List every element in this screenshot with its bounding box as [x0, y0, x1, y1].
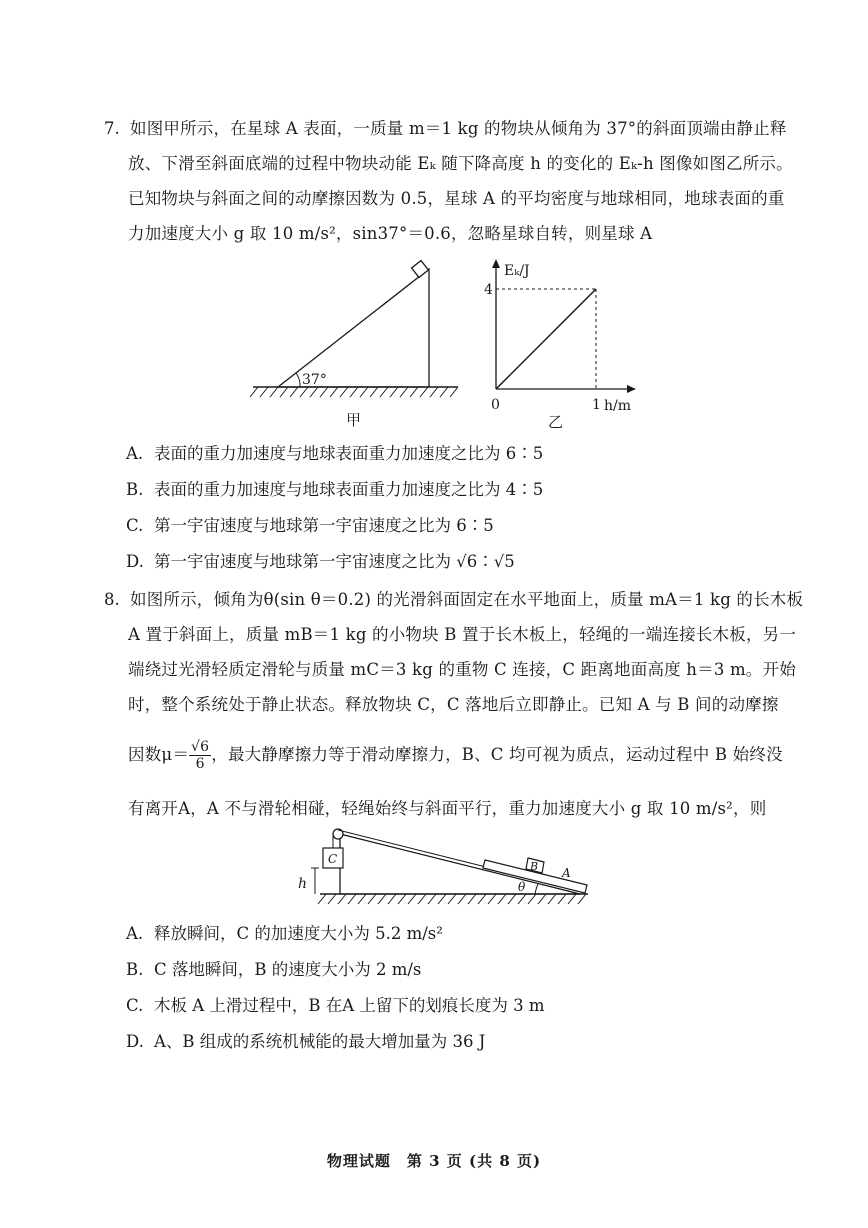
angle-arc: [296, 373, 300, 387]
option-text: 第一宇宙速度与地球第一宇宙速度之比为 √6∶√5: [154, 552, 515, 571]
option-text: 木板 A 上滑过程中，B 在A 上留下的划痕长度为 3 m: [154, 996, 545, 1015]
option-label: C.: [126, 996, 144, 1015]
option-label: C.: [126, 516, 144, 535]
y-axis-label: Eₖ/J: [504, 263, 530, 279]
q8-option-b: [126, 958, 421, 982]
option-label: D.: [126, 552, 144, 571]
q7-option-d: [126, 550, 515, 574]
x-axis-label: h/m: [604, 398, 632, 414]
q7-option-c: [126, 514, 494, 538]
option-text: A、B 组成的系统机械能的最大增加量为 36 J: [154, 1032, 486, 1051]
option-text: 表面的重力加速度与地球表面重力加速度之比为 4∶5: [154, 480, 544, 499]
block: [412, 261, 429, 278]
mu-denominator: 6: [195, 756, 205, 772]
x-tick-label: 1: [592, 397, 601, 413]
q8-line-5: [128, 733, 783, 777]
ground-hatching: [250, 387, 458, 397]
option-label: D.: [126, 1032, 144, 1051]
option-label: A.: [126, 924, 144, 943]
q8-line-2: A 置于斜面上，质量 mB＝1 kg 的小物块 B 置于长木板上，轻绳的一端连接长木板，另一: [128, 625, 797, 644]
label-a: A: [562, 866, 571, 880]
x-axis-arrow: [627, 385, 636, 393]
origin-label: 0: [491, 397, 500, 413]
label-h: h: [298, 876, 308, 892]
ground-hatching: [318, 894, 586, 904]
angle-label: 37°: [302, 372, 327, 388]
series-line: [496, 289, 596, 389]
q7-line-2: 放、下滑至斜面底端的过程中物块动能 Eₖ 随下降高度 h 的变化的 Eₖ-h 图像如图乙所示。: [128, 154, 793, 173]
q8-option-c: [126, 994, 545, 1018]
theta-arc: [535, 884, 538, 894]
q8-number: 8.: [104, 590, 120, 609]
q8-line-4: 时，整个系统处于静止状态。释放物块 C，C 落地后立即静止。已知 A 与 B 间的动摩擦: [128, 695, 779, 714]
figure-q8-pulley-incline: [290, 822, 600, 912]
q7-number: 7.: [104, 119, 120, 138]
label-b: B: [530, 860, 539, 873]
option-text: C 落地瞬间，B 的速度大小为 2 m/s: [154, 960, 422, 979]
option-text: 释放瞬间，C 的加速度大小为 5.2 m/s²: [154, 924, 443, 943]
figure-jia-caption: 甲: [346, 411, 362, 429]
q7-line-3: 已知物块与斜面之间的动摩擦因数为 0.5，星球 A 的平均密度与地球相同，地球表面的重: [128, 189, 785, 208]
option-label: B.: [126, 480, 144, 499]
y-tick-label: 4: [484, 282, 493, 298]
q7-option-b: [126, 478, 543, 502]
option-label: B.: [126, 960, 144, 979]
q8-option-d: [126, 1030, 485, 1054]
figure-yi-chart: [470, 255, 650, 435]
figure-jia-incline: [248, 255, 468, 435]
mu-prefix: 因数μ＝: [128, 745, 190, 764]
rope: [338, 830, 490, 868]
option-text: 表面的重力加速度与地球表面重力加速度之比为 6∶5: [154, 444, 544, 463]
q7-line-4: 力加速度大小 g 取 10 m/s²，sin37°＝0.6，忽略星球自转，则星球 A: [128, 224, 653, 243]
figure-yi-caption: 乙: [548, 413, 564, 431]
q7-line-1: 如图甲所示，在星球 A 表面，一质量 m＝1 kg 的物块从倾角为 37°的斜面顶端由静止释: [130, 119, 787, 138]
page-footer: 物理试题 第 3 页 (共 8 页): [326, 1152, 542, 1170]
option-label: A.: [126, 444, 144, 463]
q7-option-a: [126, 442, 543, 466]
mu-numerator: √6: [191, 739, 210, 755]
q8-line-6: 有离开A，A 不与滑轮相碰，轻绳始终与斜面平行，重力加速度大小 g 取 10 m/s²，则: [128, 799, 767, 818]
chart-axes: [492, 259, 636, 393]
option-text: 第一宇宙速度与地球第一宇宙速度之比为 6∶5: [154, 516, 494, 535]
q8-line-1: 如图所示，倾角为θ(sin θ＝0.2) 的光滑斜面固定在水平地面上，质量 mA＝1 kg 的长木板: [130, 590, 804, 609]
label-c: C: [328, 852, 338, 866]
incline-triangle: [278, 269, 429, 387]
q8-line-3: 端绕过光滑轻质定滑轮与质量 mC＝3 kg 的重物 C 连接，C 距离地面高度 h＝3 m。开始: [128, 660, 796, 679]
mu-fraction: [189, 739, 211, 772]
label-theta: θ: [518, 880, 526, 894]
q8-option-a: [126, 922, 443, 946]
mu-suffix: ，最大静摩擦力等于滑动摩擦力，B、C 均可视为质点，运动过程中 B 始终没: [211, 745, 783, 764]
y-axis-arrow: [492, 259, 500, 268]
